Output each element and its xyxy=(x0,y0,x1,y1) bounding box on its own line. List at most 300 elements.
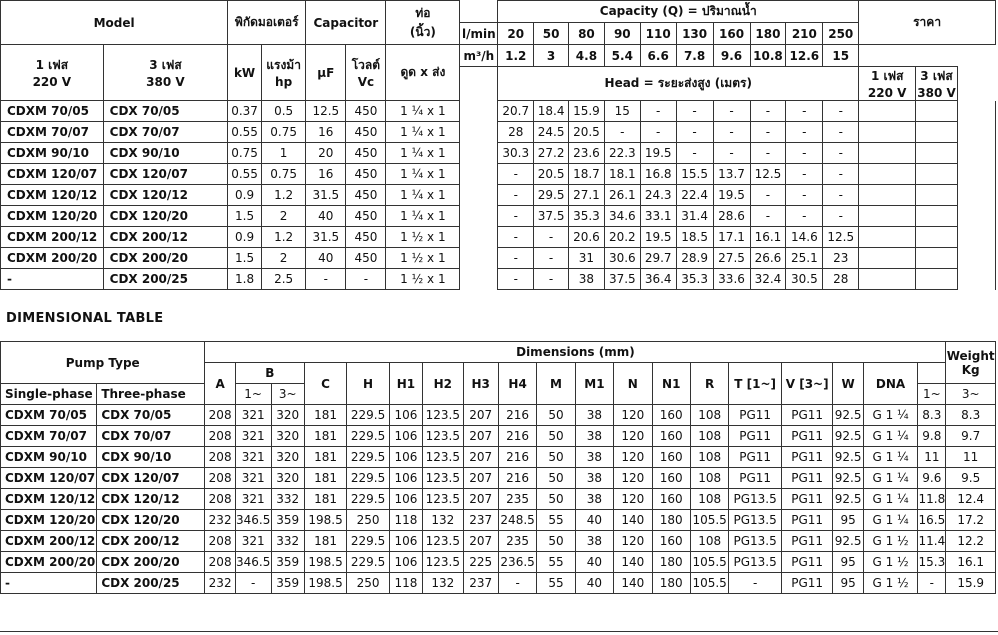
spacer-cell xyxy=(957,143,995,164)
price-three-value xyxy=(916,206,958,227)
spacer-cell xyxy=(957,269,995,290)
flow-m3h-value: 1.2 xyxy=(498,45,534,67)
uf-value: 16 xyxy=(306,164,346,185)
dimension-value: 332 xyxy=(271,531,304,552)
dimension-value: 207 xyxy=(463,531,498,552)
model-header: Model xyxy=(1,1,228,45)
head-value: - xyxy=(534,227,569,248)
dimension-value: 123.5 xyxy=(423,552,463,573)
dimension-value: - xyxy=(498,573,536,594)
dimension-value: 17.2 xyxy=(946,510,996,531)
dimension-value: 105.5 xyxy=(690,552,728,573)
dimension-value: 106 xyxy=(389,531,422,552)
vc-value: 450 xyxy=(346,227,386,248)
single-phase-model: CDXM 200/12 xyxy=(1,531,97,552)
dimension-value: PG11 xyxy=(781,552,833,573)
uf-value: 40 xyxy=(306,248,346,269)
dimension-col-header: M1 xyxy=(575,363,613,405)
dimension-col-header: N1 xyxy=(652,363,690,405)
dimension-value: 92.5 xyxy=(833,426,863,447)
hp-value: 1.2 xyxy=(261,227,305,248)
uf-value: 31.5 xyxy=(306,227,346,248)
dimension-value: 181 xyxy=(304,468,346,489)
dimension-value: 236.5 xyxy=(498,552,536,573)
table-row xyxy=(1,248,996,269)
dimension-value: 132 xyxy=(423,573,463,594)
dimension-value: 250 xyxy=(347,510,389,531)
dimension-value: PG11 xyxy=(781,510,833,531)
dimension-value: 346.5 xyxy=(235,510,271,531)
vc-value: 450 xyxy=(346,122,386,143)
kw-value: 1.5 xyxy=(228,248,262,269)
head-value: 37.5 xyxy=(534,206,569,227)
head-value: 12.5 xyxy=(750,164,786,185)
uf-value: - xyxy=(306,269,346,290)
dimension-value: 50 xyxy=(537,426,575,447)
three-phase-model: CDX 120/20 xyxy=(103,206,228,227)
dimension-value: 181 xyxy=(304,405,346,426)
kw-value: 0.9 xyxy=(228,227,262,248)
single-phase-model: - xyxy=(1,573,97,594)
pipe-header xyxy=(386,1,460,45)
dimension-col-header: W xyxy=(833,363,863,405)
price-single-value xyxy=(859,185,916,206)
dimension-col-header: B xyxy=(235,363,304,384)
head-value: - xyxy=(498,248,534,269)
head-value: - xyxy=(750,122,786,143)
dimension-value: 106 xyxy=(389,426,422,447)
dimension-value: 180 xyxy=(652,573,690,594)
dimension-col-header: T [1~] xyxy=(729,363,782,405)
spacer-cell xyxy=(460,101,498,122)
dimension-value: 232 xyxy=(205,573,235,594)
dimension-value: PG13.5 xyxy=(729,510,782,531)
dimension-col-header: A xyxy=(205,363,235,405)
dimension-value: 12.4 xyxy=(946,489,996,510)
price-three-value xyxy=(916,227,958,248)
three-phase-model: CDX 70/05 xyxy=(97,405,205,426)
head-value: - xyxy=(676,122,713,143)
dimension-col-header: H3 xyxy=(463,363,498,405)
dimension-value: 105.5 xyxy=(690,510,728,531)
single-phase-model: CDXM 120/20 xyxy=(1,510,97,531)
head-value: 37.5 xyxy=(604,269,640,290)
head-value: 23.6 xyxy=(569,143,605,164)
head-value: - xyxy=(823,185,859,206)
dimension-value: 229.5 xyxy=(347,447,389,468)
head-value: 19.5 xyxy=(713,185,750,206)
three-phase-model: CDX 90/10 xyxy=(97,447,205,468)
head-value: - xyxy=(786,185,823,206)
dimensions-header: Dimensions (mm) xyxy=(205,342,946,363)
three-phase-model: CDX 90/10 xyxy=(103,143,228,164)
head-value: - xyxy=(498,227,534,248)
flow-lmin-value: 250 xyxy=(823,23,859,45)
dimension-value: 8.3 xyxy=(918,405,946,426)
dimension-value: - xyxy=(918,573,946,594)
dimension-value: 95 xyxy=(833,552,863,573)
dimension-value: 108 xyxy=(690,489,728,510)
three-phase-model: CDX 120/07 xyxy=(97,468,205,489)
single-phase-model: CDXM 70/05 xyxy=(1,405,97,426)
hp-value: 2.5 xyxy=(261,269,305,290)
price-three-header xyxy=(916,67,958,101)
head-value: 29.7 xyxy=(640,248,676,269)
spacer-cell xyxy=(957,248,995,269)
kw-value: 0.55 xyxy=(228,164,262,185)
dimension-value: 140 xyxy=(614,510,652,531)
dimension-value: 9.8 xyxy=(918,426,946,447)
dimension-value: 120 xyxy=(614,468,652,489)
volt-thai-label: โวลต์ xyxy=(351,58,381,72)
dimension-value: 160 xyxy=(652,405,690,426)
single-phase-model: CDXM 200/20 xyxy=(1,552,97,573)
price-single-value xyxy=(859,101,916,122)
dimension-value: 181 xyxy=(304,426,346,447)
pipe-size: 1 ¼ x 1 xyxy=(386,164,460,185)
head-header: Head = ระยะส่งสูง (เมตร) xyxy=(498,67,859,101)
head-value: - xyxy=(750,143,786,164)
dimension-value: 321 xyxy=(235,405,271,426)
pipe-label: ท่อ xyxy=(415,5,431,20)
head-value: - xyxy=(786,101,823,122)
three-phase-model: CDX 200/20 xyxy=(97,552,205,573)
dimension-value: 108 xyxy=(690,447,728,468)
price-three-value xyxy=(916,101,958,122)
spacer-cell xyxy=(957,122,995,143)
dimension-value: 40 xyxy=(575,552,613,573)
dimension-value: G 1 ¼ xyxy=(863,426,918,447)
spacer-cell xyxy=(957,227,995,248)
pipe-size: 1 ½ x 1 xyxy=(386,227,460,248)
three-phase-model: CDX 200/25 xyxy=(97,573,205,594)
head-value: - xyxy=(786,164,823,185)
table-row xyxy=(1,426,996,447)
three-phase-model-header xyxy=(103,45,228,101)
dimension-value: 208 xyxy=(205,552,235,573)
head-value: - xyxy=(750,185,786,206)
head-value: - xyxy=(534,248,569,269)
dimension-value: 92.5 xyxy=(833,447,863,468)
dimension-value: 181 xyxy=(304,447,346,468)
dimension-value: 321 xyxy=(235,531,271,552)
dimension-value: 123.5 xyxy=(423,489,463,510)
head-value: - xyxy=(713,122,750,143)
head-value: 33.6 xyxy=(713,269,750,290)
head-value: 24.3 xyxy=(640,185,676,206)
head-value: 15 xyxy=(604,101,640,122)
weight-sub-header: 1~ xyxy=(918,384,946,405)
dimension-value: PG11 xyxy=(729,426,782,447)
head-value: 20.5 xyxy=(534,164,569,185)
price-three-value xyxy=(916,164,958,185)
pipe-size: 1 ¼ x 1 xyxy=(386,101,460,122)
dimension-col-header: DNA xyxy=(863,363,918,405)
dimension-value: 50 xyxy=(537,405,575,426)
dimension-value: 11 xyxy=(946,447,996,468)
price-single-value xyxy=(859,269,916,290)
dimension-value: 108 xyxy=(690,426,728,447)
head-value: - xyxy=(498,164,534,185)
head-value: 35.3 xyxy=(676,269,713,290)
dimension-value: 50 xyxy=(537,468,575,489)
table-row xyxy=(1,269,996,290)
dimension-col-header: H1 xyxy=(389,363,422,405)
uf-value: 16 xyxy=(306,122,346,143)
dimension-value: 216 xyxy=(498,405,536,426)
head-value: - xyxy=(823,143,859,164)
price-three-value xyxy=(916,269,958,290)
dimension-value: 208 xyxy=(205,531,235,552)
dimension-value: 15.9 xyxy=(946,573,996,594)
dimension-value: 123.5 xyxy=(423,468,463,489)
price-single-label: 1 เฟส xyxy=(870,69,904,83)
dimension-col-header: H4 xyxy=(498,363,536,405)
dimension-value: 198.5 xyxy=(304,510,346,531)
single-phase-model: CDXM 70/07 xyxy=(1,122,104,143)
head-value: 14.6 xyxy=(786,227,823,248)
dimension-value: 229.5 xyxy=(347,468,389,489)
dimension-value: - xyxy=(235,573,271,594)
dimension-value: 92.5 xyxy=(833,468,863,489)
suction-discharge-header: ดูด x ส่ง xyxy=(386,45,460,101)
flow-m3h-label: m³/h xyxy=(460,45,498,67)
dimension-value: PG11 xyxy=(729,447,782,468)
dimension-value: 207 xyxy=(463,405,498,426)
head-value: 12.5 xyxy=(823,227,859,248)
dimension-value: 216 xyxy=(498,426,536,447)
head-value: - xyxy=(823,164,859,185)
uf-value: 40 xyxy=(306,206,346,227)
single-phase-model: CDXM 120/20 xyxy=(1,206,104,227)
single-phase-model: - xyxy=(1,269,104,290)
head-value: 20.2 xyxy=(604,227,640,248)
head-value: 16.8 xyxy=(640,164,676,185)
table-row xyxy=(1,489,996,510)
dimension-value: 208 xyxy=(205,447,235,468)
dimensional-table-title: DIMENSIONAL TABLE xyxy=(6,311,164,326)
head-value: 38 xyxy=(569,269,605,290)
dimension-value: 229.5 xyxy=(347,426,389,447)
dimension-value: 123.5 xyxy=(423,447,463,468)
single-phase-model: CDXM 90/10 xyxy=(1,447,97,468)
spacer-cell xyxy=(460,185,498,206)
dimension-value: 55 xyxy=(537,552,575,573)
head-value: 35.3 xyxy=(569,206,605,227)
vc-value: 450 xyxy=(346,101,386,122)
dimension-value: 140 xyxy=(614,552,652,573)
price-three-value xyxy=(916,122,958,143)
head-value: 32.4 xyxy=(750,269,786,290)
head-value: 18.4 xyxy=(534,101,569,122)
price-single-value xyxy=(859,248,916,269)
dimension-value: 237 xyxy=(463,573,498,594)
three-phase-model: CDX 120/20 xyxy=(97,510,205,531)
three-phase-voltage: 380 V xyxy=(146,75,185,89)
dimension-value: 229.5 xyxy=(347,552,389,573)
head-value: 26.1 xyxy=(604,185,640,206)
head-value: 30.5 xyxy=(786,269,823,290)
dimension-value: 132 xyxy=(423,510,463,531)
pipe-size: 1 ½ x 1 xyxy=(386,248,460,269)
head-value: - xyxy=(786,206,823,227)
dimension-value: PG11 xyxy=(781,531,833,552)
vc-label: Vc xyxy=(357,75,375,89)
single-phase-model: CDXM 120/07 xyxy=(1,468,97,489)
head-value: 33.1 xyxy=(640,206,676,227)
flow-lmin-label: l/min xyxy=(460,23,498,45)
pipe-unit: (นิ้ว) xyxy=(409,24,436,39)
spacer-cell xyxy=(957,164,995,185)
dimension-value: 38 xyxy=(575,468,613,489)
three-phase-model: CDX 120/07 xyxy=(103,164,228,185)
three-phase-label: 3 เฟส xyxy=(149,58,182,72)
kw-value: 1.5 xyxy=(228,206,262,227)
dimension-value: 229.5 xyxy=(347,489,389,510)
three-phase-model: CDX 200/12 xyxy=(103,227,228,248)
head-value: - xyxy=(498,185,534,206)
spacer-cell xyxy=(460,206,498,227)
dimension-value: 108 xyxy=(690,468,728,489)
single-phase-model: CDXM 120/12 xyxy=(1,185,104,206)
table-row xyxy=(1,468,996,489)
head-value: 19.5 xyxy=(640,227,676,248)
price-single-value xyxy=(859,143,916,164)
dimension-value: - xyxy=(729,573,782,594)
single-phase-model: CDXM 90/10 xyxy=(1,143,104,164)
spacer-cell xyxy=(460,67,498,101)
dimension-value: 207 xyxy=(463,426,498,447)
dimension-col-header: V [3~] xyxy=(781,363,833,405)
price-single-value xyxy=(859,227,916,248)
dimension-value: 208 xyxy=(205,489,235,510)
dimension-value: 120 xyxy=(614,426,652,447)
price-header: ราคา xyxy=(859,1,996,45)
single-phase-model: CDXM 200/12 xyxy=(1,227,104,248)
dimension-value: PG11 xyxy=(781,426,833,447)
dimension-value: 160 xyxy=(652,468,690,489)
dimension-value: 11 xyxy=(918,447,946,468)
head-value: 28.6 xyxy=(713,206,750,227)
single-phase-model: CDXM 120/07 xyxy=(1,164,104,185)
capacitor-header: Capacitor xyxy=(306,1,386,45)
head-value: 30.3 xyxy=(498,143,534,164)
weight-label: Weight xyxy=(946,348,995,363)
head-value: - xyxy=(640,122,676,143)
single-phase-model-header xyxy=(1,45,104,101)
single-phase-model: CDXM 70/07 xyxy=(1,426,97,447)
dimension-value: 118 xyxy=(389,510,422,531)
dimension-value: 15.3 xyxy=(918,552,946,573)
vc-value: 450 xyxy=(346,164,386,185)
head-value: 30.6 xyxy=(604,248,640,269)
dimension-value: 38 xyxy=(575,405,613,426)
weight-header xyxy=(946,342,996,384)
pipe-size: 1 ½ x 1 xyxy=(386,269,460,290)
dimension-value: 140 xyxy=(614,573,652,594)
dimension-value: 180 xyxy=(652,510,690,531)
hp-value: 2 xyxy=(261,206,305,227)
head-value: - xyxy=(823,206,859,227)
head-value: 31.4 xyxy=(676,206,713,227)
uf-value: 12.5 xyxy=(306,101,346,122)
price-single-value xyxy=(859,122,916,143)
head-value: - xyxy=(676,101,713,122)
spacer-cell xyxy=(957,206,995,227)
three-phase-model: CDX 70/07 xyxy=(97,426,205,447)
dimension-value: 50 xyxy=(537,447,575,468)
flow-lmin-value: 180 xyxy=(750,23,786,45)
single-phase-model: CDXM 70/05 xyxy=(1,101,104,122)
table-row xyxy=(1,405,996,426)
dimension-value: 40 xyxy=(575,573,613,594)
flow-lmin-value: 50 xyxy=(534,23,569,45)
flow-lmin-value: 110 xyxy=(640,23,676,45)
dimension-value: 11.4 xyxy=(918,531,946,552)
dimension-value: 106 xyxy=(389,552,422,573)
dimension-value: 12.2 xyxy=(946,531,996,552)
head-value: - xyxy=(676,143,713,164)
dimension-value: 320 xyxy=(271,447,304,468)
head-value: - xyxy=(750,206,786,227)
dimension-value: 123.5 xyxy=(423,405,463,426)
hp-value: 0.5 xyxy=(261,101,305,122)
vc-value: - xyxy=(346,269,386,290)
dimension-value: 160 xyxy=(652,447,690,468)
flow-lmin-value: 80 xyxy=(569,23,605,45)
dimension-value: PG11 xyxy=(781,573,833,594)
dimension-value: 118 xyxy=(389,573,422,594)
dimension-value: 198.5 xyxy=(304,573,346,594)
hp-value: 1 xyxy=(261,143,305,164)
dimension-value: 359 xyxy=(271,510,304,531)
table-row xyxy=(1,164,996,185)
single-phase-voltage: 220 V xyxy=(32,75,72,89)
table-row xyxy=(1,573,996,594)
dimension-value: 92.5 xyxy=(833,489,863,510)
dimension-value: G 1 ½ xyxy=(863,552,918,573)
dimension-value: 11.8 xyxy=(918,489,946,510)
dimension-value: 181 xyxy=(304,489,346,510)
dimension-value: 106 xyxy=(389,468,422,489)
dimension-value: 9.6 xyxy=(918,468,946,489)
pump-type-header: Pump Type xyxy=(1,342,205,384)
price-three-voltage: 380 V xyxy=(917,86,956,100)
head-value: 28 xyxy=(498,122,534,143)
flow-m3h-value: 6.6 xyxy=(640,45,676,67)
spacer-cell xyxy=(460,164,498,185)
flow-m3h-value: 10.8 xyxy=(750,45,786,67)
dimension-value: 320 xyxy=(271,426,304,447)
dimension-value: 95 xyxy=(833,510,863,531)
hp-value: 0.75 xyxy=(261,164,305,185)
dimension-value: G 1 ¼ xyxy=(863,510,918,531)
three-phase-model: CDX 120/12 xyxy=(103,185,228,206)
spacer-cell xyxy=(460,1,498,23)
head-value: 13.7 xyxy=(713,164,750,185)
hp-thai-label: แรงม้า xyxy=(266,58,301,72)
head-value: 15.5 xyxy=(676,164,713,185)
head-value: 28.9 xyxy=(676,248,713,269)
head-value: 28 xyxy=(823,269,859,290)
dimension-value: 235 xyxy=(498,531,536,552)
table-row xyxy=(1,206,996,227)
hp-value: 1.2 xyxy=(261,185,305,206)
flow-lmin-value: 20 xyxy=(498,23,534,45)
flow-m3h-value: 3 xyxy=(534,45,569,67)
dimension-value: G 1 ¼ xyxy=(863,447,918,468)
flow-lmin-value: 160 xyxy=(713,23,750,45)
